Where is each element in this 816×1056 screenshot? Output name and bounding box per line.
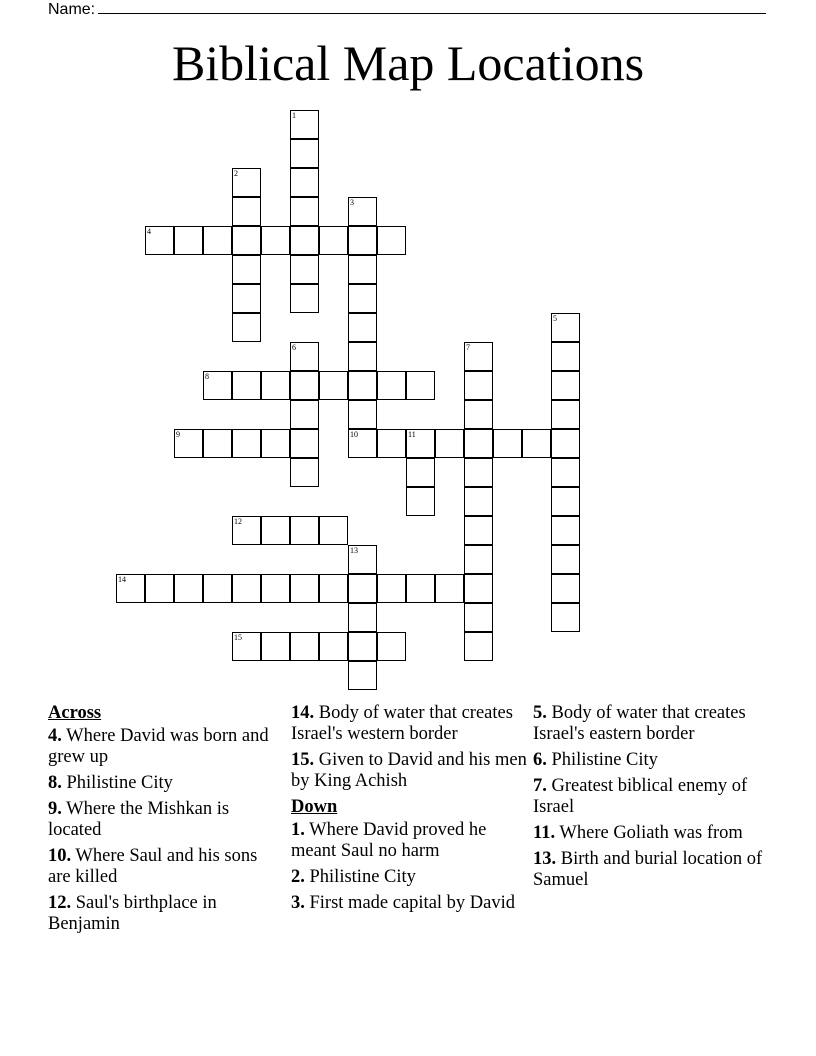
crossword-cell[interactable] xyxy=(435,574,464,603)
crossword-cell[interactable] xyxy=(261,371,290,400)
crossword-cell[interactable] xyxy=(348,342,377,371)
clue-number: 12 xyxy=(234,517,242,526)
crossword-cell[interactable] xyxy=(464,487,493,516)
crossword-cell[interactable] xyxy=(232,371,261,400)
crossword-cell[interactable] xyxy=(551,313,580,342)
across-heading: Across xyxy=(48,703,102,723)
crossword-cell[interactable] xyxy=(406,574,435,603)
crossword-cell[interactable] xyxy=(464,429,493,458)
crossword-cell[interactable] xyxy=(348,284,377,313)
crossword-cell[interactable] xyxy=(203,429,232,458)
crossword-cell[interactable] xyxy=(551,342,580,371)
crossword-cell[interactable] xyxy=(290,574,319,603)
crossword-cell[interactable] xyxy=(290,400,319,429)
crossword-cell[interactable] xyxy=(464,458,493,487)
crossword-cell[interactable] xyxy=(464,516,493,545)
clue-down-3: 3. First made capital by David xyxy=(291,893,516,913)
crossword-cell[interactable] xyxy=(174,226,203,255)
crossword-cell[interactable] xyxy=(348,371,377,400)
clue-across-9: 9. Where the Mishkan is located xyxy=(48,799,230,840)
clue-number: 5 xyxy=(553,314,557,323)
crossword-cell[interactable] xyxy=(377,371,406,400)
crossword-cell[interactable] xyxy=(319,371,348,400)
crossword-cell[interactable] xyxy=(290,458,319,487)
crossword-cell[interactable] xyxy=(464,632,493,661)
crossword-cell[interactable] xyxy=(377,429,406,458)
name-label: Name: xyxy=(48,1,96,18)
crossword-cell[interactable] xyxy=(261,516,290,545)
crossword-cell[interactable] xyxy=(377,226,406,255)
clue-down-5: 5. Body of water that creates Israel's eastern border xyxy=(533,703,746,744)
crossword-cell[interactable] xyxy=(319,632,348,661)
crossword-cell[interactable] xyxy=(406,458,435,487)
clue-number: 3 xyxy=(350,198,354,207)
crossword-cell[interactable] xyxy=(319,516,348,545)
clue-number: 1 xyxy=(292,111,296,120)
crossword-cell[interactable] xyxy=(551,516,580,545)
clue-down-6: 6. Philistine City xyxy=(533,750,658,770)
clue-down-7: 7. Greatest biblical enemy of Israel xyxy=(533,776,748,817)
crossword-cell[interactable] xyxy=(319,574,348,603)
crossword-cell[interactable] xyxy=(319,226,348,255)
crossword-cell[interactable] xyxy=(232,284,261,313)
crossword-cell[interactable] xyxy=(203,574,232,603)
crossword-cell[interactable] xyxy=(232,313,261,342)
crossword-cell[interactable] xyxy=(464,342,493,371)
crossword-cell[interactable] xyxy=(348,632,377,661)
crossword-cell[interactable] xyxy=(232,197,261,226)
crossword-cell[interactable] xyxy=(348,313,377,342)
crossword-cell[interactable] xyxy=(348,226,377,255)
crossword-cell[interactable] xyxy=(290,226,319,255)
crossword-cell[interactable] xyxy=(348,400,377,429)
crossword-cell[interactable] xyxy=(551,400,580,429)
crossword-cell[interactable] xyxy=(551,429,580,458)
clue-number: 10 xyxy=(350,430,358,439)
crossword-cell[interactable] xyxy=(464,574,493,603)
clue-down-2: 2. Philistine City xyxy=(291,867,416,887)
crossword-cell[interactable] xyxy=(145,226,174,255)
clue-number: 11 xyxy=(408,430,416,439)
crossword-cell[interactable] xyxy=(348,545,377,574)
crossword-cell[interactable] xyxy=(290,284,319,313)
clue-number: 6 xyxy=(292,343,296,352)
clue-number: 14 xyxy=(118,575,126,584)
crossword-cell[interactable] xyxy=(348,197,377,226)
crossword-cell[interactable] xyxy=(406,429,435,458)
crossword-cell[interactable] xyxy=(290,110,319,139)
clue-number: 2 xyxy=(234,169,238,178)
crossword-cell[interactable] xyxy=(203,226,232,255)
crossword-cell[interactable] xyxy=(377,574,406,603)
crossword-cell[interactable] xyxy=(232,168,261,197)
clue-number: 15 xyxy=(234,633,242,642)
crossword-cell[interactable] xyxy=(348,255,377,284)
clue-number: 9 xyxy=(176,430,180,439)
clue-across-14: 14. Body of water that creates Israel's western border xyxy=(291,703,513,744)
crossword-cell[interactable] xyxy=(551,545,580,574)
crossword-cell[interactable] xyxy=(232,226,261,255)
crossword-cell[interactable] xyxy=(261,226,290,255)
crossword-cell[interactable] xyxy=(174,429,203,458)
crossword-cell[interactable] xyxy=(464,371,493,400)
crossword-cell[interactable] xyxy=(290,632,319,661)
crossword-cell[interactable] xyxy=(464,603,493,632)
clue-down-1: 1. Where David proved he meant Saul no harm xyxy=(291,820,487,861)
clue-number: 13 xyxy=(350,546,358,555)
clue-across-12: 12. Saul's birthplace in Benjamin xyxy=(48,893,217,934)
crossword-cell[interactable] xyxy=(377,632,406,661)
crossword-cell[interactable] xyxy=(464,400,493,429)
crossword-cell[interactable] xyxy=(348,429,377,458)
clues-column-2 xyxy=(291,703,527,919)
crossword-cell[interactable] xyxy=(290,197,319,226)
page-title: Biblical Map Locations xyxy=(171,35,645,91)
crossword-cell[interactable] xyxy=(261,574,290,603)
crossword-cell[interactable] xyxy=(290,429,319,458)
clues-column-3 xyxy=(533,703,769,896)
crossword-cell[interactable] xyxy=(261,429,290,458)
clue-across-10: 10. Where Saul and his sons are killed xyxy=(48,846,258,887)
clue-number: 7 xyxy=(466,343,470,352)
crossword-cell[interactable] xyxy=(406,371,435,400)
crossword-cell[interactable] xyxy=(203,371,232,400)
crossword-cell[interactable] xyxy=(232,255,261,284)
crossword-cell[interactable] xyxy=(174,574,203,603)
crossword-cell[interactable] xyxy=(261,632,290,661)
crossword-cell[interactable] xyxy=(348,661,377,690)
clue-down-11: 11. Where Goliath was from xyxy=(533,823,743,843)
crossword-cell[interactable] xyxy=(493,429,522,458)
crossword-cell[interactable] xyxy=(145,574,174,603)
crossword-cell[interactable] xyxy=(551,371,580,400)
crossword-cell[interactable] xyxy=(232,429,261,458)
crossword-cell[interactable] xyxy=(232,632,261,661)
crossword-cell[interactable] xyxy=(290,168,319,197)
crossword-cell[interactable] xyxy=(232,574,261,603)
crossword-cell[interactable] xyxy=(116,574,145,603)
crossword-cell[interactable] xyxy=(551,603,580,632)
crossword-cell[interactable] xyxy=(551,574,580,603)
crossword-cell[interactable] xyxy=(522,429,551,458)
crossword-cell[interactable] xyxy=(551,458,580,487)
crossword-cell[interactable] xyxy=(290,342,319,371)
crossword-cell[interactable] xyxy=(290,516,319,545)
crossword-cell[interactable] xyxy=(406,487,435,516)
clue-number: 8 xyxy=(205,372,209,381)
crossword-cell[interactable] xyxy=(232,516,261,545)
crossword-cell[interactable] xyxy=(435,429,464,458)
crossword-cell[interactable] xyxy=(348,574,377,603)
down-heading: Down xyxy=(291,797,338,817)
clue-across-8: 8. Philistine City xyxy=(48,773,173,793)
clue-across-4: 4. Where David was born and grew up xyxy=(48,726,269,767)
clue-down-13: 13. Birth and burial location of Samuel xyxy=(533,849,763,890)
crossword-cell[interactable] xyxy=(290,371,319,400)
crossword-cell[interactable] xyxy=(348,603,377,632)
crossword-cell[interactable] xyxy=(551,487,580,516)
clue-across-15: 15. Given to David and his men by King Achish xyxy=(291,750,527,791)
clues-column-1 xyxy=(48,703,284,940)
crossword-cell[interactable] xyxy=(290,255,319,284)
clue-number: 4 xyxy=(147,227,151,236)
crossword-cell[interactable] xyxy=(464,545,493,574)
crossword-cell[interactable] xyxy=(290,139,319,168)
